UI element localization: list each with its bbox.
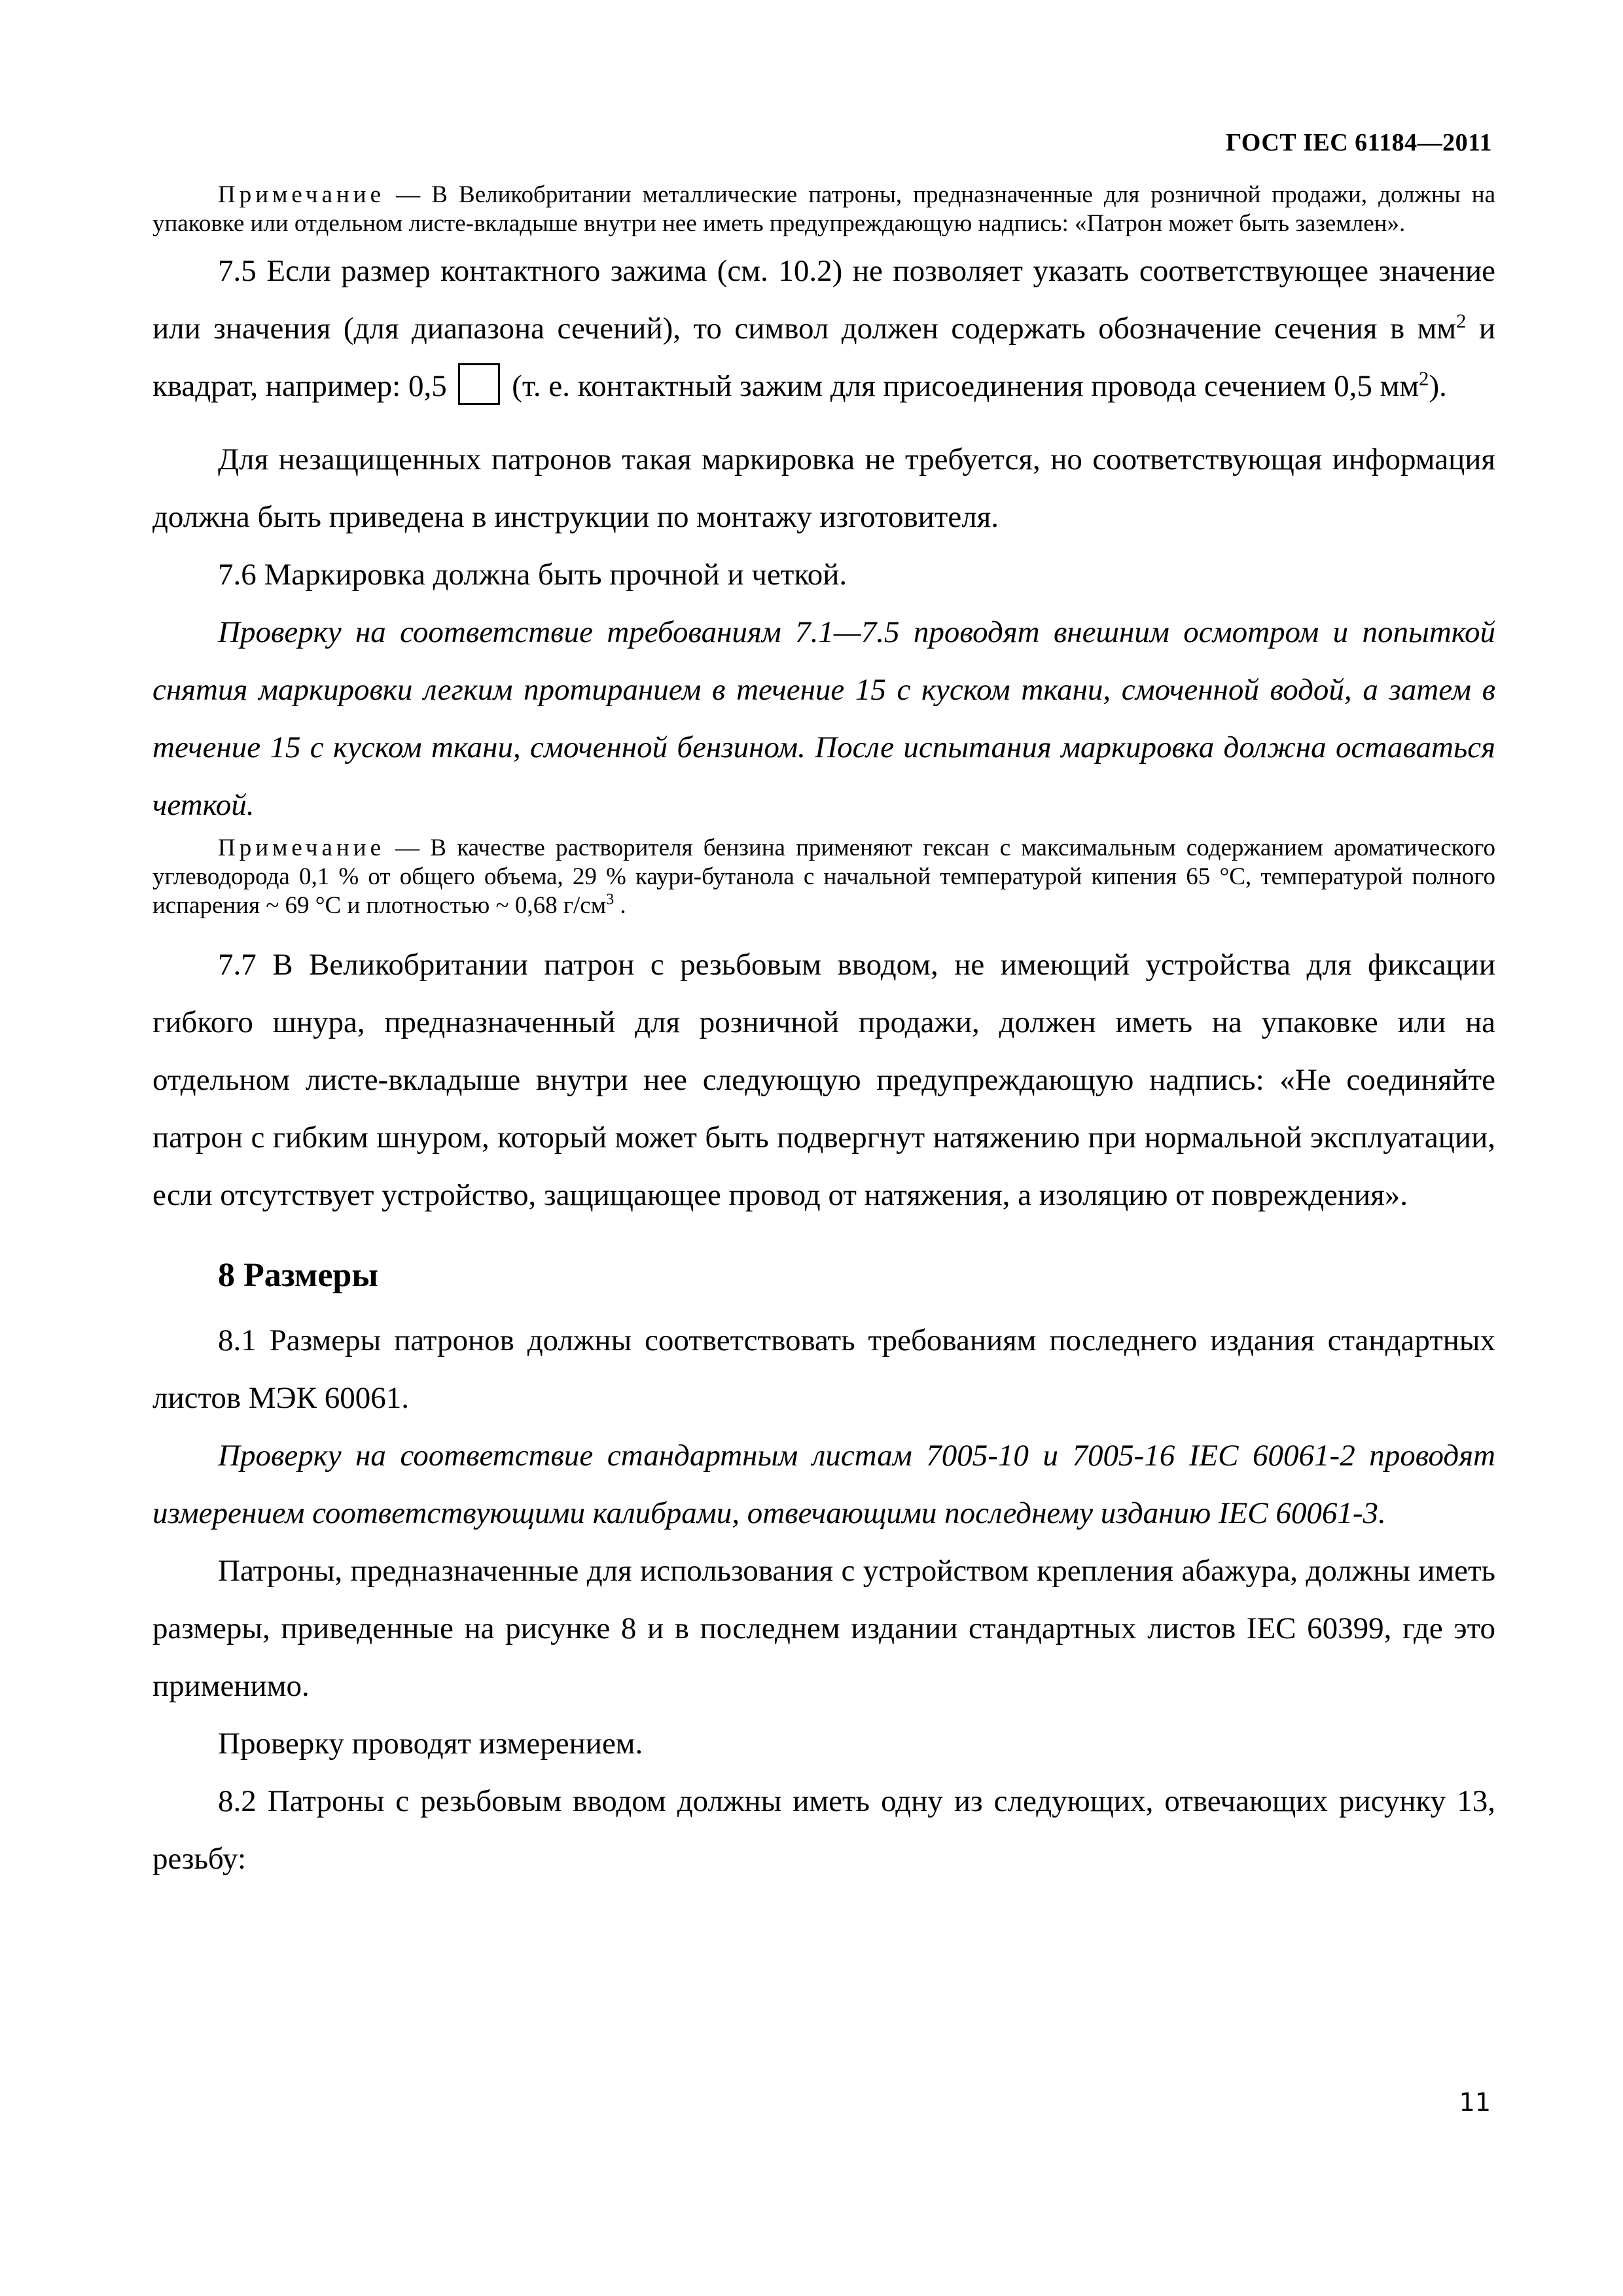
note-petroleum-spirit: Примечание — В качестве растворителя бензина применяют гексан с максимальным содержанием ароматического углеводорода 0,1 % от общего объема, 29 % каури-бутанола с начальной температурой кипения 65 °С, температурой полного испарения ~ 69 °С и плотностью ~ 0,68 $г/см^3$ .: [152, 834, 1495, 919]
note-label: Примечание: [218, 181, 385, 208]
paragraph-8-2: 8.2 Патроны с резьбовым вводом должны иметь одну из следующих, отвечающих рисунку 13, резьбу:: [152, 1784, 1495, 1876]
paragraph-unprotected-lampholders: Для незащищенных патронов такая маркировка не требуется, но соответствующая информация должна быть приведена в инструкции по монтажу изготовителя.: [152, 442, 1495, 534]
paragraph-7-6: 7.6 Маркировка должна быть прочной и четкой.: [218, 558, 847, 592]
note-text: — В качестве растворителя бензина применяют гексан с максимальным содержанием ароматического углеводорода 0,1 % от общего объема, 29 % каури-бутанола с начальной температурой кипения 65 °С, температурой полного испарения ~ 69 °С и плотностью ~ 0,68 г/см: [152, 834, 1495, 919]
paragraph-7-5: 7.5 Если размер контактного зажима (см. 10.2) не позволяет указать соответствующее значение или значения (для диапазона сечений), то символ должен содержать обозначение сечения в $мм^2$ и квадрат, например: 0,5 (т. е. контактный зажим для присоединения провода сечением 0,5 $мм^2$).: [152, 242, 1495, 415]
paragraph-8-1: 8.1 Размеры патронов должны соответствовать требованиям последнего издания стандартных листов МЭК 60061.: [152, 1323, 1495, 1415]
paragraph-measurement-check: Проверку проводят измерением.: [218, 1727, 643, 1761]
document-header-code: ГОСТ IEC 61184—2011: [1226, 129, 1492, 156]
note-label: Примечание: [218, 834, 385, 861]
document-body: [152, 181, 1495, 1888]
section-8-title: 8 Размеры: [218, 1257, 378, 1294]
paragraph-8-1-check: Проверку на соответствие стандартным листам 7005-10 и 7005-16 IEC 60061-2 проводят измерением соответствующими калибрами, отвечающими последнему изданию IEC 60061-3.: [152, 1439, 1495, 1530]
square-symbol: [458, 363, 500, 405]
paragraph-shade-carrier: Патроны, предназначенные для использования с устройством крепления абажура, должны иметь размеры, приведенные на рисунке 8 и в последнем издании стандартных листов IEC 60399, где это применимо.: [152, 1554, 1495, 1703]
note-text: — В Великобритании металлические патроны, предназначенные для розничной продажи, должны на упаковке или отдельном листе-вкладыше внутри нее иметь предупреждающую надпись: «Патрон может быть заземлен».: [152, 181, 1495, 237]
paragraph-7-7: 7.7 В Великобритании патрон с резьбовым вводом, не имеющий устройства для фиксации гибкого шнура, предназначенный для розничной продажи, должен иметь на упаковке или на отдельном листе-вкладыше внутри нее следующую предупреждающую надпись: «Не соединяйте патрон с гибким шнуром, который может быть подвергнут натяжению при нормальной эксплуатации, если отсутствует устройство, защищающее провод от натяжения, а изоляцию от повреждения».: [152, 948, 1495, 1212]
paragraph-7-6-check: Проверку на соответствие требованиям 7.1—7.5 проводят внешним осмотром и попыткой снятия маркировки легким протиранием в течение 15 с куском ткани, смоченной водой, а затем в течение 15 с куском ткани, смоченной бензином. После испытания маркировка должна оставаться четкой.: [152, 615, 1495, 822]
page-number: 11: [1459, 2088, 1491, 2117]
note-uk-metal-lampholders: [152, 181, 1495, 238]
